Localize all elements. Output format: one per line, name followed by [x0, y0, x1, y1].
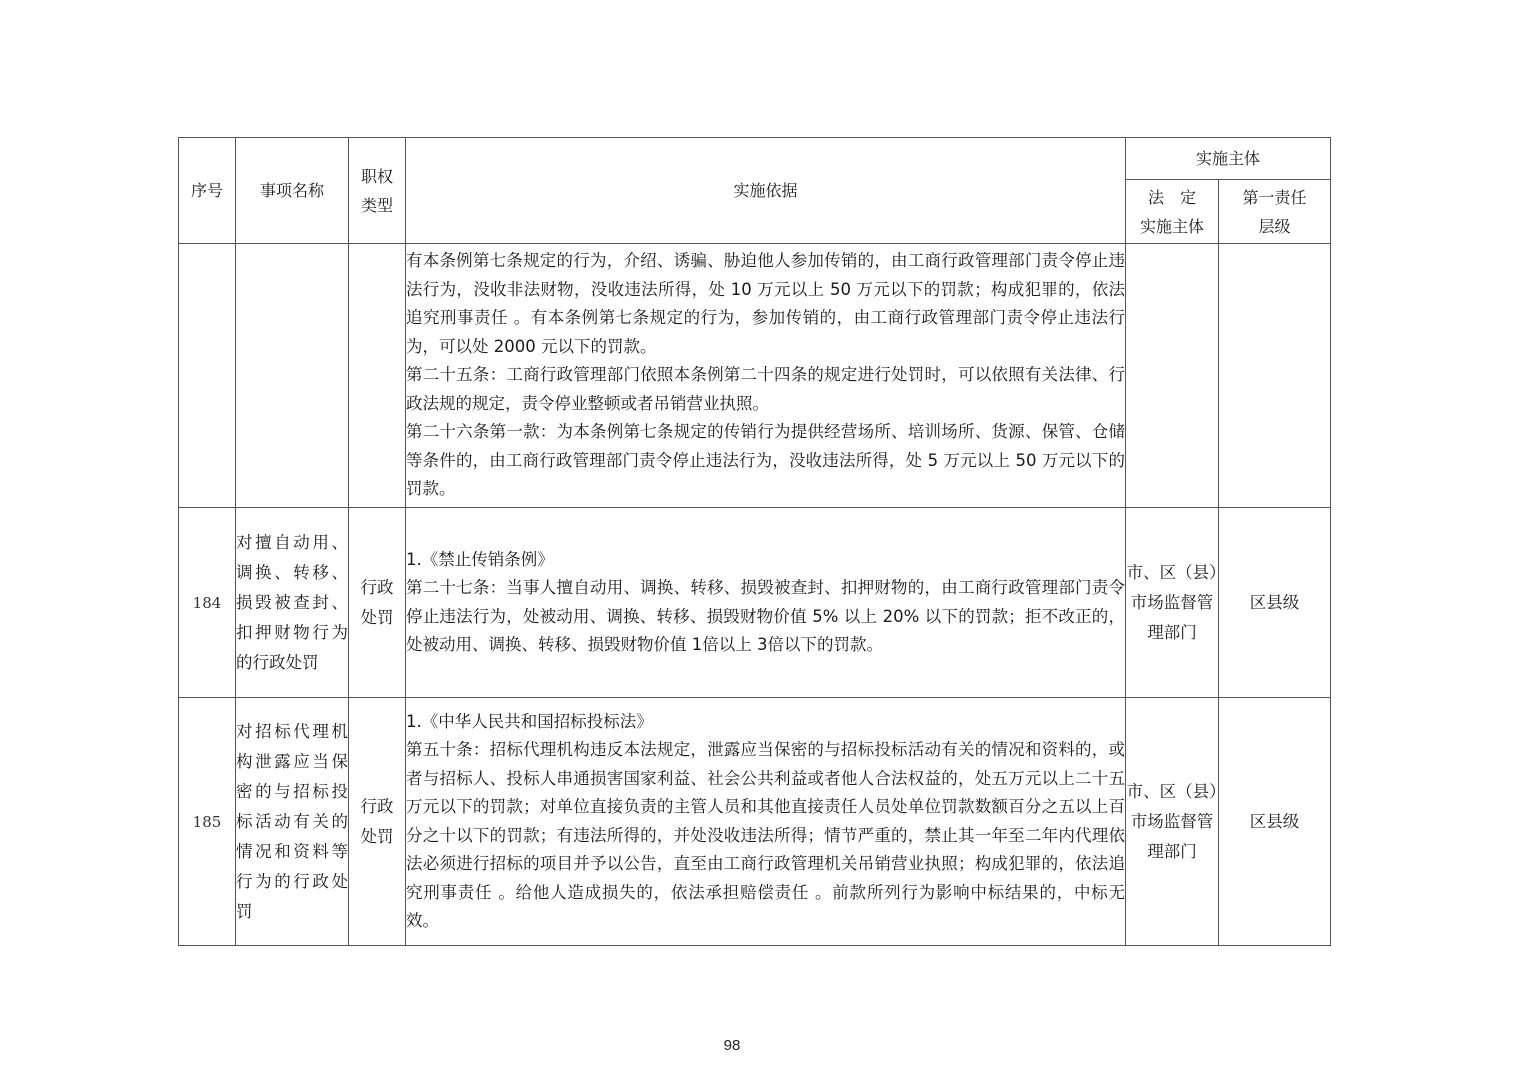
row-level [1219, 244, 1331, 508]
enforcement-table [178, 137, 1331, 946]
row-type: 行政 处罚 [349, 508, 406, 698]
row-body: 市、区（县）市场监督管理部门 [1126, 508, 1219, 698]
row-name: 对擅自动用、调换、转移、损毁被查封、扣押财物行为的行政处罚 [236, 508, 349, 698]
row-seq: 184 [179, 508, 236, 698]
table-row [179, 698, 1331, 946]
row-level: 区县级 [1219, 508, 1331, 698]
row-type [349, 244, 406, 508]
row-basis: 1.《中华人民共和国招标投标法》 第五十条：招标代理机构违反本法规定，泄露应当保密的与招标投标活动有关的情况和资料的，或者与招标人、投标人串通损害国家利益、社会公共利益或者他人合法权益的，处五万元以上二十五万元以下的罚款；对单位直接负责的主管人员和其他直接责任人员处单位罚款数额百分之五以上百分之十以下的罚款；有违法所得的，并处没收违法所得；情节严重的，禁止其一年至二年内代理依法必须进行招标的项目并予以公告，直至由工商行政管理机关吊销营业执照；构成犯罪的，依法追究刑事责任 。给他人造成损失的，依法承担赔偿责任 。前款所列行为影响中标结果的，中标无效。 [406, 698, 1126, 946]
row-name [236, 244, 349, 508]
row-type: 行政 处罚 [349, 698, 406, 946]
header-seq: 序号 [179, 138, 236, 244]
header-type: 职权 类型 [349, 138, 406, 244]
row-seq [179, 244, 236, 508]
row-body: 市、区（县）市场监督管理部门 [1126, 698, 1219, 946]
table-row [179, 508, 1331, 698]
row-basis: 1.《禁止传销条例》 第二十七条：当事人擅自动用、调换、转移、损毁被查封、扣押财物的，由工商行政管理部门责令停止违法行为，处被动用、调换、转移、损毁财物价值 5% 以上 20% 以下的罚款；拒不改正的，处被动用、调换、转移、损毁财物价值 1倍以上 3倍以下的罚款。 [406, 508, 1126, 698]
page-number: 98 [723, 1037, 741, 1054]
header-level: 第一责任 层级 [1219, 180, 1331, 244]
header-legal-body: 法 定 实施主体 [1126, 180, 1219, 244]
header-basis: 实施依据 [406, 138, 1126, 244]
row-level: 区县级 [1219, 698, 1331, 946]
header-name: 事项名称 [236, 138, 349, 244]
row-basis: 有本条例第七条规定的行为，介绍、诱骗、胁迫他人参加传销的，由工商行政管理部门责令停止违法行为，没收非法财物，没收违法所得，处 10 万元以上 50 万元以下的罚款；构成犯罪的，依法追究刑事责任 。有本条例第七条规定的行为，参加传销的，由工商行政管理部门责令停止违法行为，可以处 2000 元以下的罚款。 第二十五条：工商行政管理部门依照本条例第二十四条的规定进行处罚时，可以依照有关法律、行政法规的规定，责令停业整顿或者吊销营业执照。 第二十六条第一款：为本条例第七条规定的传销行为提供经营场所、培训场所、货源、保管、仓储等条件的，由工商行政管理部门责令停止违法行为，没收违法所得，处 5 万元以上 50 万元以下的罚款。 [406, 244, 1126, 508]
row-name: 对招标代理机构泄露应当保密的与招标投标活动有关的情况和资料等行为的行政处罚 [236, 698, 349, 946]
table-row [179, 244, 1331, 508]
row-seq: 185 [179, 698, 236, 946]
row-body [1126, 244, 1219, 508]
header-body-group: 实施主体 [1126, 138, 1331, 180]
